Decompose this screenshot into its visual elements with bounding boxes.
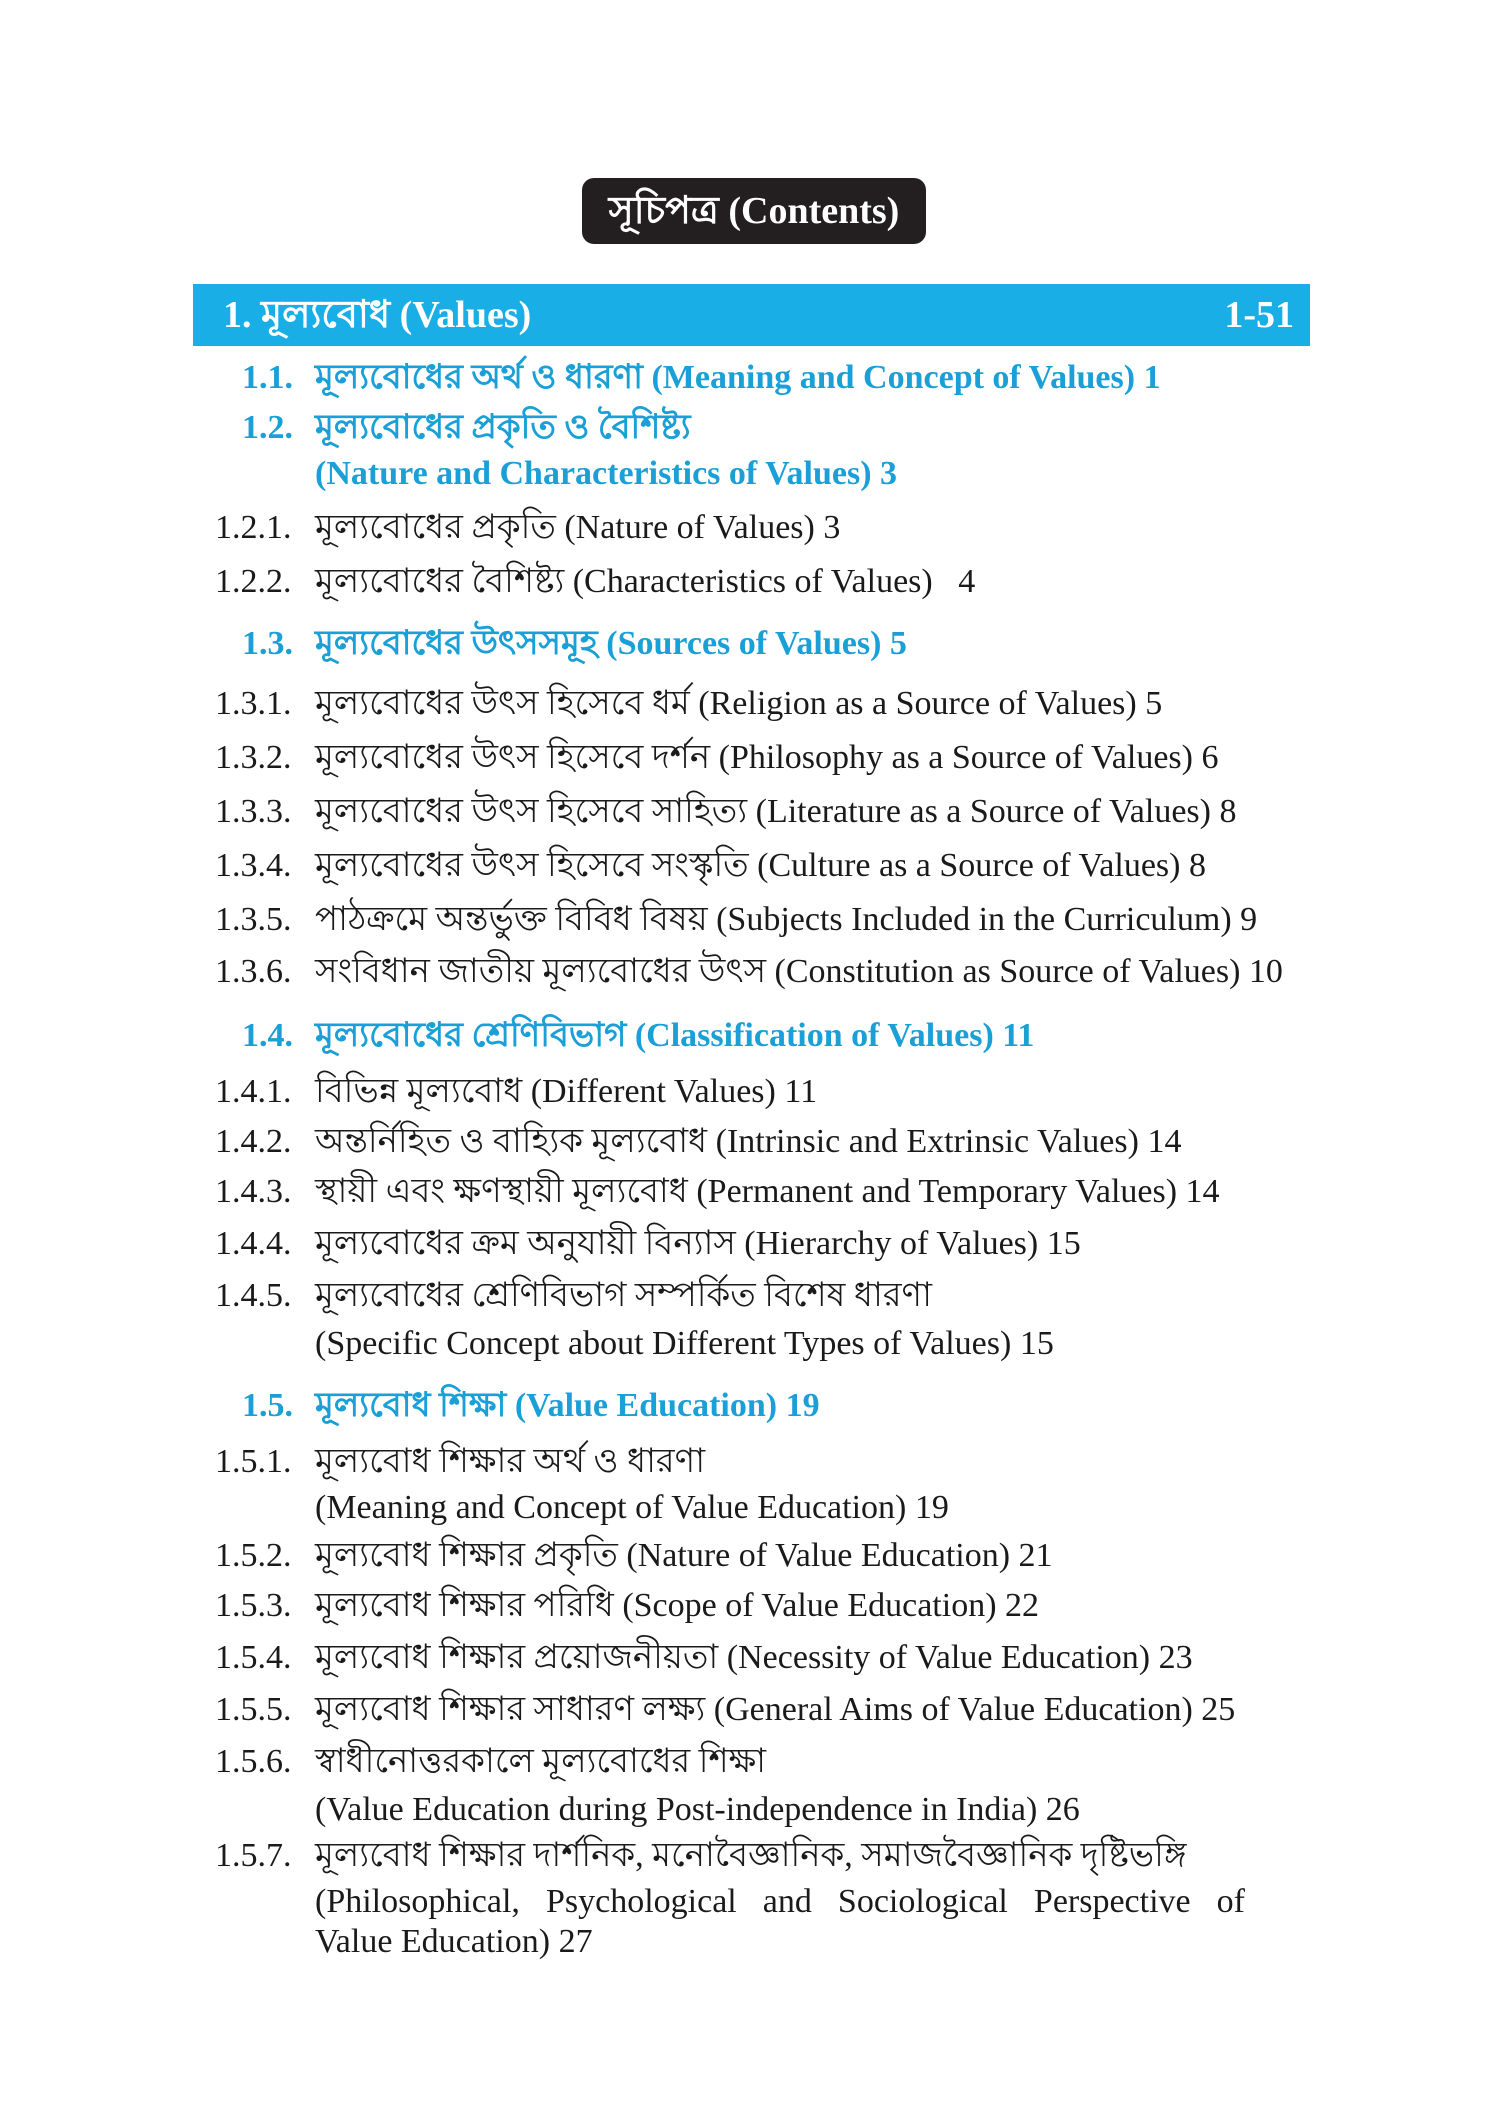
entry-number: 1.4.1. (215, 1073, 292, 1110)
entry-number: 1.5.5. (215, 1691, 292, 1728)
entry-1-5-1[interactable]: মূল্যবোধ শিক্ষার অর্থ ও ধারণা (315, 1443, 706, 1480)
entry-1-4-3[interactable]: স্থায়ী এবং ক্ষণস্থায়ী মূল্যবোধ (Permanent and Temporary Values) 14 (315, 1173, 1220, 1210)
entry-1-4-5[interactable]: মূল্যবোধের শ্রেণিবিভাগ সম্পর্কিত বিশেষ ধারণা (315, 1277, 932, 1314)
chapter-header-bar[interactable] (193, 284, 1310, 346)
entry-1-5-2[interactable]: মূল্যবোধ শিক্ষার প্রকৃতি (Nature of Value Education) 21 (315, 1537, 1053, 1574)
entry-1-4-1[interactable]: বিভিন্ন মূল্যবোধ (Different Values) 11 (315, 1073, 818, 1110)
entry-1-5-3[interactable]: মূল্যবোধ শিক্ষার পরিধি (Scope of Value Education) 22 (315, 1587, 1040, 1624)
contents-badge: সূচিপত্র (Contents) (582, 178, 926, 244)
section-1-1-title[interactable]: মূল্যবোধের অর্থ ও ধারণা (Meaning and Concept of Values) 1 (315, 359, 1161, 396)
entry-1-3-3[interactable]: মূল্যবোধের উৎস হিসেবে সাহিত্য (Literature as a Source of Values) 8 (315, 793, 1237, 830)
entry-1-5-6-en[interactable]: (Value Education during Post-independence in India) 26 (315, 1791, 1080, 1828)
entry-1-4-2[interactable]: অন্তর্নিহিত ও বাহ্যিক মূল্যবোধ (Intrinsic and Extrinsic Values) 14 (315, 1123, 1182, 1160)
entry-number: 1.5.2. (215, 1537, 292, 1574)
entry-number: 1.2.1. (215, 509, 292, 546)
entry-number: 1.4.4. (215, 1225, 292, 1262)
entry-number: 1.5.6. (215, 1743, 292, 1780)
entry-1-5-7[interactable]: মূল্যবোধ শিক্ষার দার্শনিক, মনোবৈজ্ঞানিক, সমাজবৈজ্ঞানিক দৃষ্টিভঙ্গি (315, 1837, 1187, 1874)
entry-number: 1.3.3. (215, 793, 292, 830)
entry-number: 1.3.6. (215, 953, 292, 990)
entry-number: 1.5.3. (215, 1587, 292, 1624)
entry-1-3-6[interactable]: সংবিধান জাতীয় মূল্যবোধের উৎস (Constitution as Source of Values) 10 (315, 953, 1283, 990)
entry-1-5-1-en[interactable]: (Meaning and Concept of Value Education) 19 (315, 1489, 949, 1526)
entry-number: 1.4.5. (215, 1277, 292, 1314)
entry-1-3-1[interactable]: মূল্যবোধের উৎস হিসেবে ধর্ম (Religion as a Source of Values) 5 (315, 685, 1163, 722)
entry-number: 1.2.2. (215, 563, 292, 600)
section-1-5-title[interactable]: মূল্যবোধ শিক্ষা (Value Education) 19 (315, 1387, 820, 1424)
entry-1-5-5[interactable]: মূল্যবোধ শিক্ষার সাধারণ লক্ষ্য (General Aims of Value Education) 25 (315, 1691, 1236, 1728)
entry-1-3-4[interactable]: মূল্যবোধের উৎস হিসেবে সংস্কৃতি (Culture as a Source of Values) 8 (315, 847, 1206, 884)
section-number: 1.3. (242, 625, 293, 662)
entry-1-4-4[interactable]: মূল্যবোধের ক্রম অনুযায়ী বিন্যাস (Hierarchy of Values) 15 (315, 1225, 1081, 1262)
section-number: 1.5. (242, 1387, 293, 1424)
section-1-4-title[interactable]: মূল্যবোধের শ্রেণিবিভাগ (Classification of Values) 11 (315, 1017, 1035, 1054)
entry-number: 1.3.2. (215, 739, 292, 776)
entry-1-5-4[interactable]: মূল্যবোধ শিক্ষার প্রয়োজনীয়তা (Necessity of Value Education) 23 (315, 1639, 1193, 1676)
section-number: 1.4. (242, 1017, 293, 1054)
chapter-title: 1. মূল্যবোধ (Values) (223, 294, 532, 336)
entry-1-4-5-en[interactable]: (Specific Concept about Different Types of Values) 15 (315, 1325, 1054, 1362)
entry-1-3-2[interactable]: মূল্যবোধের উৎস হিসেবে দর্শন (Philosophy as a Source of Values) 6 (315, 739, 1219, 776)
entry-1-2-1[interactable]: মূল্যবোধের প্রকৃতি (Nature of Values) 3 (315, 509, 841, 546)
entry-number: 1.4.3. (215, 1173, 292, 1210)
section-number: 1.1. (242, 359, 293, 396)
entry-number: 1.3.4. (215, 847, 292, 884)
entry-1-2-2[interactable]: মূল্যবোধের বৈশিষ্ট্য (Characteristics of Values) 4 (315, 563, 976, 600)
section-1-3-title[interactable]: মূল্যবোধের উৎসসমূহ (Sources of Values) 5 (315, 625, 907, 662)
entry-1-5-7-en[interactable]: (Philosophical, Psychological and Sociological Perspective of (315, 1883, 1245, 1920)
entry-number: 1.5.4. (215, 1639, 292, 1676)
section-1-2-title-en[interactable]: (Nature and Characteristics of Values) 3 (315, 455, 898, 492)
entry-number: 1.4.2. (215, 1123, 292, 1160)
entry-number: 1.3.5. (215, 901, 292, 938)
entry-1-5-7-en-cont[interactable]: Value Education) 27 (315, 1923, 593, 1960)
section-number: 1.2. (242, 409, 293, 446)
entry-number: 1.5.1. (215, 1443, 292, 1480)
section-1-2-title[interactable]: মূল্যবোধের প্রকৃতি ও বৈশিষ্ট্য (315, 409, 691, 446)
entry-1-3-5[interactable]: পাঠক্রমে অন্তর্ভুক্ত বিবিধ বিষয় (Subjects Included in the Curriculum) 9 (315, 901, 1258, 938)
chapter-pages: 1-51 (1224, 294, 1294, 336)
entry-1-5-6[interactable]: স্বাধীনোত্তরকালে মূল্যবোধের শিক্ষা (315, 1743, 766, 1780)
entry-number: 1.3.1. (215, 685, 292, 722)
entry-number: 1.5.7. (215, 1837, 292, 1874)
